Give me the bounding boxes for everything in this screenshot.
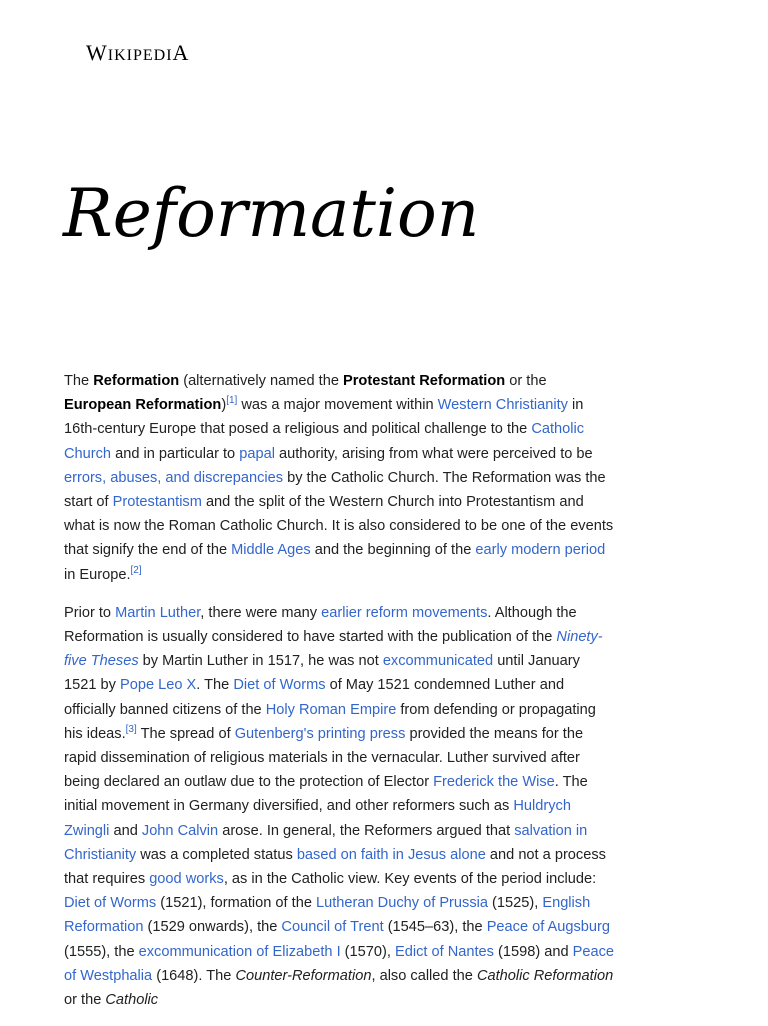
text: and in particular to [111,445,240,462]
link-peace-of-westphalia[interactable]: Peace of Westphalia [64,943,615,984]
text: . The [196,677,234,694]
link-holy-roman-empire[interactable]: Holy Roman Empire [265,701,397,718]
text: by the Catholic Church. The Reformation was the start of [64,469,606,511]
link-frederick-the-wise[interactable]: Frederick the Wise [433,774,555,791]
bold-term: Protestant Reformation [343,373,506,389]
text: and [109,822,142,839]
text: and the split of the Western Church into Protestantism and what is now the Roman Catholic Church. It is also considered to be one of the events that signify the end of the [64,494,614,559]
text: . The initial movement in Germany diversified, and other reformers such as [64,774,588,815]
link-edict-of-nantes[interactable]: Edict of Nantes [394,943,494,960]
text: arose. In general, the Reformers argued that [218,822,515,839]
citation [126,724,137,735]
link-gutenberg-printing-press[interactable]: Gutenberg's printing press [234,725,406,742]
citation-link-1[interactable]: [1] [226,395,238,407]
text: . Although the Reformation is usually considered to have started with the publication of the [64,604,577,646]
link-english-reformation[interactable]: English Reformation [64,895,591,936]
paragraph-1 [64,369,616,587]
link-catholic-church[interactable]: Catholic Church [64,421,585,462]
text: (1598) and [493,943,573,960]
link-martin-luther[interactable]: Martin Luther [115,604,201,621]
text: (1555), the [64,943,139,960]
link-diet-of-worms[interactable]: Diet of Worms [233,677,326,694]
citation-link-2[interactable]: [2] [130,564,142,576]
link-excommunication-elizabeth[interactable]: excommunication of Elizabeth I [138,943,341,960]
text: from defending or propagating his ideas. [64,701,596,742]
bold-term: European Reformation [64,397,222,414]
text: was a completed status [136,846,297,863]
link-huldrych-zwingli[interactable]: Huldrych Zwingli [64,798,571,839]
citation [226,395,237,406]
article-body [64,369,616,1026]
paragraph-2 [64,601,616,1012]
text: (1529 onwards), the [143,919,282,936]
text: until January 1521 by [64,653,580,694]
link-earlier-reform-movements[interactable]: earlier reform movements [321,604,488,621]
text: of May 1521 condemned Luther and officially banned citizens of the [64,677,565,718]
text: The spread of [136,725,235,742]
link-early-modern-period[interactable]: early modern period [475,542,606,559]
link-salvation-in-christianity[interactable]: salvation in Christianity [64,822,588,863]
text: and the beginning of the [310,542,476,559]
link-john-calvin[interactable]: John Calvin [141,822,219,839]
text: authority, arising from what were perceived to be [274,445,593,462]
link-good-works[interactable]: good works [149,871,224,888]
wikipedia-wordmark[interactable] [86,40,189,66]
link-peace-of-augsburg[interactable]: Peace of Augsburg [486,919,611,936]
link-errors-abuses[interactable]: errors, abuses, and discrepancies [64,469,284,486]
text: was a major movement within [237,397,438,414]
text: , as in the Catholic view. Key events of the period include: [223,871,597,888]
link-excommunicated[interactable]: excommunicated [382,653,494,670]
text: and not a process that requires [64,846,606,888]
text: (1545–63), the [383,919,487,936]
text: or the [505,373,547,389]
citation [131,565,142,576]
wordmark-last: A [172,40,190,65]
text: in Europe. [64,566,131,583]
text: by Martin Luther in 1517, he was not [138,653,383,670]
text: The [64,373,94,389]
text: , there were many [200,604,322,621]
bold-term: Reformation [93,373,180,389]
text: ) [221,397,227,414]
text: (1525), [487,895,543,912]
text: , also called the [371,967,477,984]
wordmark-first: W [86,40,108,65]
link-faith-alone[interactable]: based on faith in Jesus alone [296,846,486,863]
text: (1521), formation of the [156,895,316,912]
link-middle-ages[interactable]: Middle Ages [231,542,311,559]
text: (1570), [340,943,395,960]
text: (1648). The [152,967,236,984]
italic-term: Catholic [105,992,159,1009]
link-western-christianity[interactable]: Western Christianity [437,397,568,414]
citation-link-3[interactable]: [3] [125,723,137,735]
link-pope-leo-x[interactable]: Pope Leo X [120,677,197,694]
wordmark-rest: IKIPEDI [107,47,173,64]
italic-term: Counter-Reformation [235,967,372,984]
text: or the [64,992,106,1009]
link-text: Ninety-five Theses [64,629,603,670]
link-protestantism[interactable]: Protestantism [112,494,202,511]
text: Prior to [64,604,116,621]
link-council-of-trent[interactable]: Council of Trent [281,919,384,936]
italic-term: Catholic Reformation [476,967,614,984]
article-title: Reformation [63,175,480,252]
text: provided the means for the rapid dissemination of religious materials in the vernacular. Luther survived after being declared an outlaw due to the protection of Elector [64,725,584,791]
link-duchy-of-prussia[interactable]: Lutheran Duchy of Prussia [316,895,488,912]
link-diet-of-worms-2[interactable]: Diet of Worms [64,895,157,912]
link-papal[interactable]: papal [239,445,275,462]
text: (alternatively named the [179,373,344,389]
text: in 16th-century Europe that posed a religious and political challenge to the [64,397,584,438]
